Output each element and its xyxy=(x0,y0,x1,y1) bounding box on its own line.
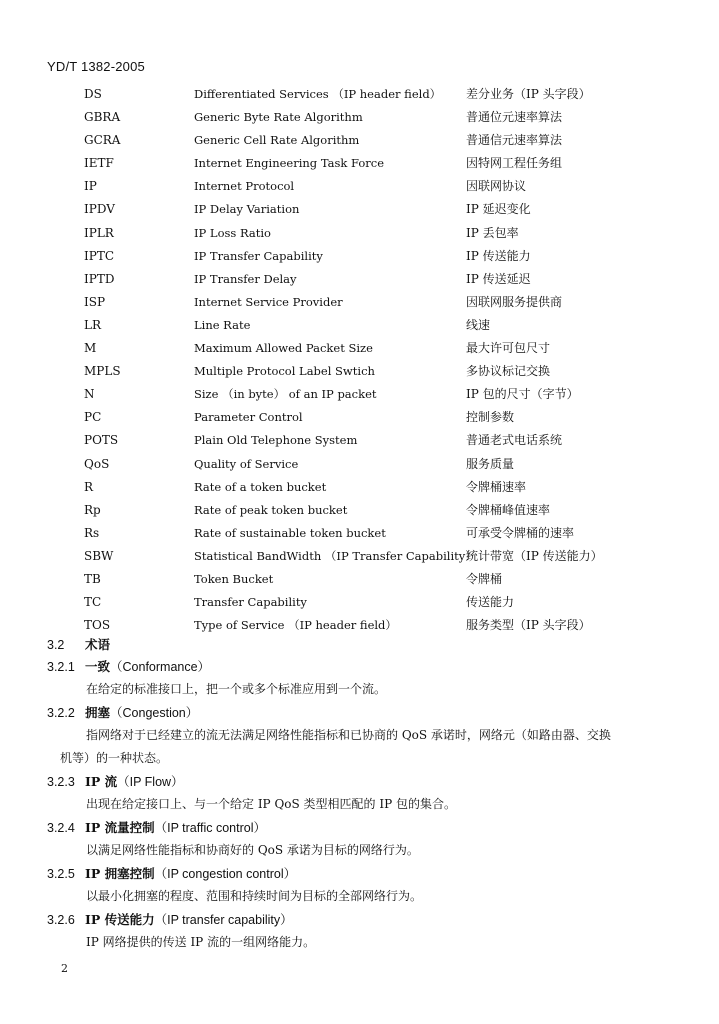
term-number: 3.2.4 xyxy=(47,821,75,835)
abbr-chinese: IP 传送延迟 xyxy=(466,271,531,286)
abbr-chinese: IP 丢包率 xyxy=(466,225,519,240)
abbr-term: R xyxy=(84,479,94,494)
abbr-row xyxy=(0,152,719,175)
abbr-term: Rp xyxy=(84,502,101,517)
term-chinese: IP 传送能力 xyxy=(85,912,155,927)
term-english: （Congestion） xyxy=(110,706,199,720)
abbr-chinese: 普通信元速率算法 xyxy=(466,133,563,148)
abbr-english: IP Transfer Delay xyxy=(194,271,297,286)
abbr-chinese: 统计带宽（IP 传送能力） xyxy=(466,548,603,563)
abbr-row xyxy=(0,198,719,221)
term-heading xyxy=(47,703,198,721)
abbr-chinese: 线速 xyxy=(466,317,491,332)
abbr-term: IPDV xyxy=(84,202,115,217)
abbr-chinese: 令牌桶 xyxy=(466,571,503,586)
abbr-chinese: IP 传送能力 xyxy=(466,248,531,263)
abbr-english: Token Bucket xyxy=(194,571,274,586)
abbr-chinese: 普通老式电话系统 xyxy=(466,433,563,448)
abbr-row xyxy=(0,360,719,383)
abbr-row xyxy=(0,222,719,245)
abbr-english: Internet Engineering Task Force xyxy=(194,156,384,171)
abbr-row xyxy=(0,476,719,499)
section-number: 3.2 xyxy=(47,638,65,652)
abbr-row xyxy=(0,614,719,637)
term-number: 3.2.5 xyxy=(47,867,75,881)
term-number: 3.2.6 xyxy=(47,913,75,927)
term-definition: 在给定的标准接口上，把一个或多个标准应用到一个流。 xyxy=(86,682,387,696)
abbr-term: GCRA xyxy=(84,133,121,148)
abbr-english: Rate of sustainable token bucket xyxy=(194,525,386,540)
abbr-term: IPTC xyxy=(84,248,114,263)
abbr-row xyxy=(0,106,719,129)
abbr-term: Rs xyxy=(84,525,100,540)
abbr-term: M xyxy=(84,341,97,356)
term-heading xyxy=(47,818,266,836)
section-heading xyxy=(47,635,110,653)
term-definition: 指网络对于已经建立的流无法满足网络性能指标和已协商的 QoS 承诺时，网络元（如路由器、交换 xyxy=(86,728,611,742)
abbr-chinese: 令牌桶峰值速率 xyxy=(466,502,551,517)
abbr-term: SBW xyxy=(84,548,114,563)
abbr-row xyxy=(0,337,719,360)
term-chinese: IP 流 xyxy=(85,774,118,789)
abbr-row xyxy=(0,453,719,476)
abbr-row xyxy=(0,383,719,406)
abbr-english: IP Delay Variation xyxy=(194,202,300,217)
abbr-row xyxy=(0,591,719,614)
abbr-chinese: 多协议标记交换 xyxy=(466,364,551,379)
abbr-term: LR xyxy=(84,317,102,332)
abbr-row xyxy=(0,545,719,568)
abbr-english: Transfer Capability xyxy=(194,595,307,610)
abbr-chinese: 传送能力 xyxy=(466,595,515,610)
term-heading xyxy=(47,657,210,675)
abbr-term: IETF xyxy=(84,156,114,171)
abbr-english: IP Loss Ratio xyxy=(194,225,271,240)
abbr-chinese: 因特网工程任务组 xyxy=(466,156,563,171)
abbr-term: PC xyxy=(84,410,102,425)
abbr-chinese: IP 延迟变化 xyxy=(466,202,531,217)
abbr-english: Internet Service Provider xyxy=(194,294,343,309)
abbr-row xyxy=(0,129,719,152)
abbr-english: Generic Byte Rate Algorithm xyxy=(194,110,363,125)
abbr-term: IPLR xyxy=(84,225,114,240)
term-english: （IP Flow） xyxy=(117,775,184,789)
abbr-row xyxy=(0,83,719,106)
abbr-row xyxy=(0,522,719,545)
term-heading xyxy=(47,910,293,928)
abbr-english: Maximum Allowed Packet Size xyxy=(194,341,373,356)
term-chinese: 一致 xyxy=(85,659,111,674)
abbr-chinese: 差分业务（IP 头字段） xyxy=(466,87,591,101)
abbr-term: POTS xyxy=(84,433,119,448)
abbr-row xyxy=(0,175,719,198)
term-english: （IP congestion control） xyxy=(154,867,297,881)
abbr-term: TB xyxy=(84,571,101,586)
term-definition: 以满足网络性能指标和协商好的 QoS 承诺为目标的网络行为。 xyxy=(86,843,419,857)
abbr-chinese: 令牌桶速率 xyxy=(466,479,527,494)
abbr-term: N xyxy=(84,387,95,402)
abbr-english: Size （in byte） of an IP packet xyxy=(194,387,377,402)
abbr-english: Parameter Control xyxy=(194,410,303,425)
term-english: （Conformance） xyxy=(110,660,211,674)
abbr-row xyxy=(0,568,719,591)
term-definition: 出现在给定接口上、与一个给定 IP QoS 类型相匹配的 IP 包的集合。 xyxy=(86,797,456,811)
abbr-term: MPLS xyxy=(84,364,121,379)
abbr-english: Plain Old Telephone System xyxy=(194,433,358,448)
abbr-term: TOS xyxy=(84,618,111,633)
abbr-english: Rate of peak token bucket xyxy=(194,502,348,517)
term-chinese: IP 拥塞控制 xyxy=(85,866,155,881)
abbr-chinese: 最大许可包尺寸 xyxy=(466,341,551,356)
abbr-english: Type of Service （IP header field） xyxy=(194,618,397,633)
abbr-chinese: 服务类型（IP 头字段） xyxy=(466,618,591,633)
term-chinese: IP 流量控制 xyxy=(85,820,155,835)
abbr-term: IPTD xyxy=(84,271,115,286)
term-heading xyxy=(47,864,296,882)
term-heading xyxy=(47,772,184,790)
abbr-english: Differentiated Services （IP header field） xyxy=(194,87,442,101)
abbr-term: TC xyxy=(84,595,102,610)
abbr-chinese: 可承受令牌桶的速率 xyxy=(466,525,575,540)
term-number: 3.2.2 xyxy=(47,706,75,720)
term-number: 3.2.1 xyxy=(47,660,75,674)
abbr-chinese: 因联网服务提供商 xyxy=(466,294,563,309)
abbr-chinese: 普通位元速率算法 xyxy=(466,110,563,125)
abbr-chinese: 服务质量 xyxy=(466,456,515,471)
section-title: 术语 xyxy=(85,637,111,652)
abbr-chinese: 因联网协议 xyxy=(466,179,527,194)
abbr-english: Generic Cell Rate Algorithm xyxy=(194,133,360,148)
document-header: YD/T 1382-2005 xyxy=(47,59,145,74)
abbr-english: IP Transfer Capability xyxy=(194,248,323,263)
abbr-term: DS xyxy=(84,87,102,101)
page-number: 2 xyxy=(61,962,68,975)
abbr-english: Line Rate xyxy=(194,317,251,332)
abbr-english: Statistical BandWidth （IP Transfer Capability） xyxy=(194,548,477,563)
abbr-row xyxy=(0,314,719,337)
abbr-chinese: 控制参数 xyxy=(466,410,515,425)
term-definition: 以最小化拥塞的程度、范围和持续时间为目标的全部网络行为。 xyxy=(86,889,423,903)
abbr-row xyxy=(0,268,719,291)
abbr-english: Multiple Protocol Label Swtich xyxy=(194,364,375,379)
abbr-row xyxy=(0,499,719,522)
term-definition: IP 网络提供的传送 IP 流的一组网络能力。 xyxy=(86,935,316,949)
abbr-row xyxy=(0,245,719,268)
term-english: （IP traffic control） xyxy=(154,821,266,835)
abbr-term: QoS xyxy=(84,456,110,471)
term-definition-continued: 机等）的一种状态。 xyxy=(60,751,169,765)
abbr-row xyxy=(0,406,719,429)
abbr-english: Internet Protocol xyxy=(194,179,295,194)
term-english: （IP transfer capability） xyxy=(154,913,293,927)
abbr-row xyxy=(0,291,719,314)
abbr-term: ISP xyxy=(84,294,106,309)
term-number: 3.2.3 xyxy=(47,775,75,789)
abbr-english: Rate of a token bucket xyxy=(194,479,327,494)
abbreviation-table xyxy=(0,83,719,637)
abbr-chinese: IP 包的尺寸（字节） xyxy=(466,387,579,402)
term-chinese: 拥塞 xyxy=(85,705,111,720)
abbr-term: IP xyxy=(84,179,97,194)
abbr-english: Quality of Service xyxy=(194,456,299,471)
abbr-row xyxy=(0,429,719,452)
abbr-term: GBRA xyxy=(84,110,121,125)
